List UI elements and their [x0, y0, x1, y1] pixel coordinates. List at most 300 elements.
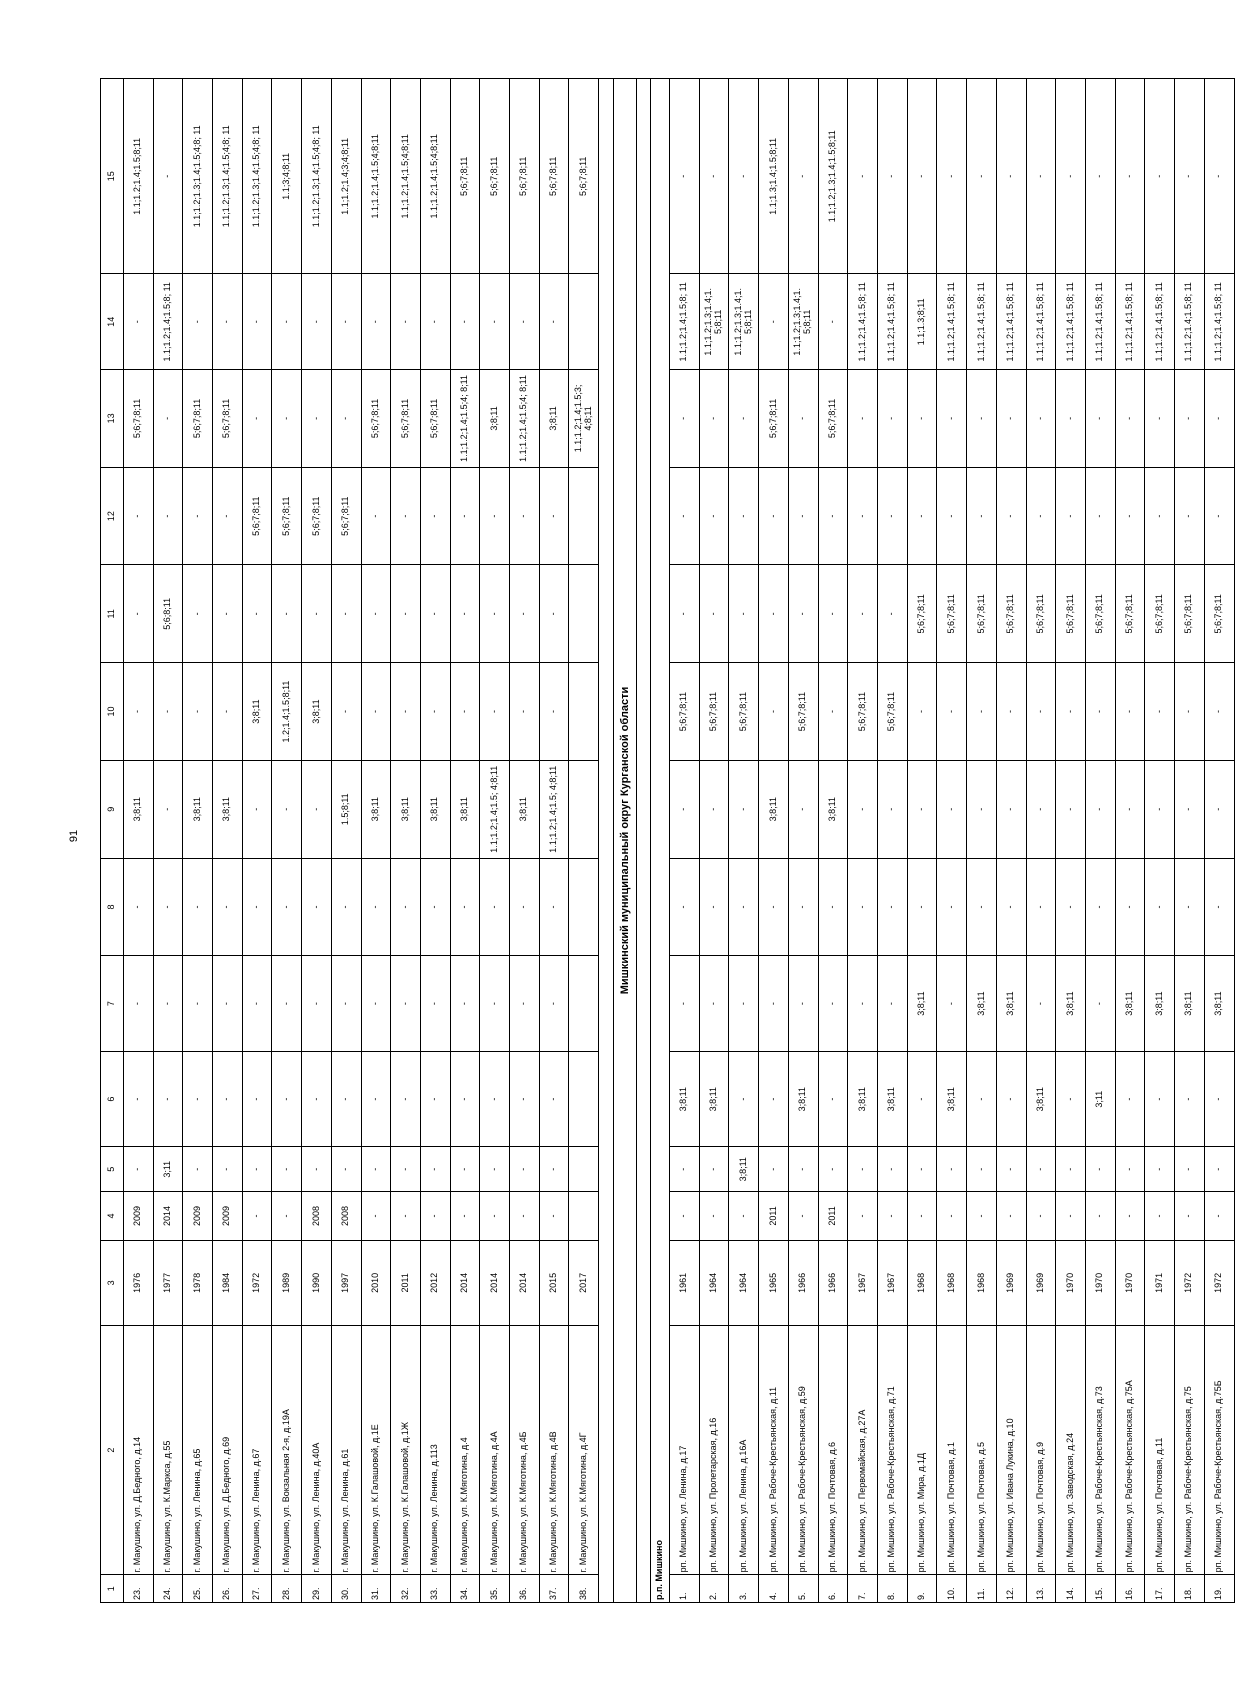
table-cell: 1971 — [1145, 1240, 1175, 1325]
section-title: Мишкинский муниципальный округ Курганской области — [613, 79, 636, 1603]
table-cell: 15. — [1085, 1575, 1115, 1603]
table-cell: 1.1;1.2;1.4;1.5;8; 11 — [1175, 274, 1205, 370]
table-cell: 1.1;1.2;1.4;1.5;4;8;11 — [420, 79, 450, 274]
table-cell: - — [123, 858, 153, 956]
table-cell — [569, 858, 599, 956]
table-cell: 1989 — [272, 1240, 302, 1325]
table-cell: - — [539, 1051, 569, 1147]
table-cell: - — [907, 467, 937, 565]
table-cell: 3;11 — [153, 1147, 183, 1192]
table-cell: - — [420, 565, 450, 663]
table-cell: - — [480, 1192, 510, 1241]
table-cell: 31. — [361, 1575, 391, 1603]
table-row — [331, 79, 361, 1603]
table-area — [100, 78, 1235, 1603]
table-cell: - — [759, 274, 789, 370]
address-cell: г. Макушино, ул. К.Мяготина, д.4Г — [569, 1325, 599, 1575]
table-cell: 1.1;1.2;1.3;1.4;1. 5;8;11 — [699, 274, 729, 370]
table-cell: 3;8;11 — [878, 1051, 908, 1147]
table-cell: - — [331, 1051, 361, 1147]
table-cell: 8. — [878, 1575, 908, 1603]
table-cell: 3;8;11 — [480, 370, 510, 468]
table-cell: 5;6;7;8;11 — [1145, 565, 1175, 663]
table-cell: - — [331, 663, 361, 761]
table-cell: 5;6;7;8;11 — [878, 663, 908, 761]
table-cell: 1.1;1.2;1.4;1.5;8;11 — [123, 79, 153, 274]
table-cell: - — [391, 565, 421, 663]
table-cell: - — [937, 467, 967, 565]
table-cell: 1.1;1.2;1.4;1.5;8; 11 — [996, 274, 1026, 370]
table-row — [967, 79, 997, 1603]
table-cell: - — [788, 565, 818, 663]
table-cell: 1977 — [153, 1240, 183, 1325]
table-cell: - — [1145, 1147, 1175, 1192]
table-cell: - — [996, 760, 1026, 858]
table-cell: - — [153, 79, 183, 274]
table-cell: - — [123, 565, 153, 663]
table-cell: - — [1056, 467, 1086, 565]
table-cell: 5;6;7;8;11 — [183, 370, 213, 468]
table-cell: - — [996, 858, 1026, 956]
table-cell: - — [1115, 79, 1145, 274]
address-cell: г. Макушино, ул. Ленина, д.40А — [302, 1325, 332, 1575]
address-cell: рп. Мишкино, ул. Рабоче-Крестьянская, д.11 — [759, 1325, 789, 1575]
table-cell: - — [1085, 663, 1115, 761]
table-cell: - — [967, 370, 997, 468]
table-cell: - — [1056, 1192, 1086, 1241]
table-cell: 33. — [420, 1575, 450, 1603]
table-cell: - — [759, 956, 789, 1052]
table-cell: - — [272, 565, 302, 663]
table-row — [391, 79, 421, 1603]
table-cell: 2009 — [213, 1192, 243, 1241]
table-cell: - — [331, 565, 361, 663]
table-cell: - — [818, 565, 848, 663]
header-cell: 4 — [101, 1192, 124, 1241]
table-cell: - — [878, 1147, 908, 1192]
table-cell: 1.1;1.2;1.4;1.5;8; 11 — [937, 274, 967, 370]
table-cell: 2017 — [569, 1240, 599, 1325]
table-cell: 1.1;1.2;1.4;1.5; 4;8;11 — [480, 760, 510, 858]
table-cell: - — [361, 1192, 391, 1241]
table-cell: 2010 — [361, 1240, 391, 1325]
table-cell: 23. — [123, 1575, 153, 1603]
table-cell: - — [183, 565, 213, 663]
table-cell: - — [848, 1147, 878, 1192]
table-cell: - — [1115, 858, 1145, 956]
table-cell: 2008 — [331, 1192, 361, 1241]
table-cell: 2014 — [153, 1192, 183, 1241]
table-cell: - — [788, 467, 818, 565]
table-cell: - — [996, 1147, 1026, 1192]
table-cell: - — [1056, 1051, 1086, 1147]
table-cell: - — [670, 760, 700, 858]
table-cell: - — [1056, 858, 1086, 956]
table-cell: - — [1145, 1192, 1175, 1241]
table-cell: - — [729, 79, 759, 274]
table-cell: 12. — [996, 1575, 1026, 1603]
table-cell: - — [272, 956, 302, 1052]
table-cell: - — [302, 760, 332, 858]
table-cell: - — [967, 79, 997, 274]
table-cell: 5;6;7;8;11 — [699, 663, 729, 761]
table-cell: - — [729, 858, 759, 956]
table-cell: - — [480, 663, 510, 761]
table-row — [1026, 79, 1056, 1603]
table-cell: 3;8;11 — [539, 370, 569, 468]
table-cell: - — [302, 274, 332, 370]
table-row — [1056, 79, 1086, 1603]
table-cell: - — [699, 760, 729, 858]
address-cell: рп. Мишкино, ул. Ленина, д.17 — [670, 1325, 700, 1575]
table-cell: - — [331, 274, 361, 370]
table-cell: - — [242, 1051, 272, 1147]
table-cell: - — [302, 956, 332, 1052]
table-cell: - — [539, 1192, 569, 1241]
table-cell: - — [1204, 858, 1234, 956]
table-row — [729, 79, 759, 1603]
table-cell: - — [272, 1051, 302, 1147]
table-cell: - — [242, 760, 272, 858]
table-cell: - — [510, 565, 540, 663]
table-cell: 1968 — [967, 1240, 997, 1325]
table-cell: - — [1085, 760, 1115, 858]
table-cell: - — [480, 467, 510, 565]
table-cell: 3;8;11 — [818, 760, 848, 858]
table-cell: - — [420, 1051, 450, 1147]
address-cell: рп. Мишкино, ул. Почтовая, д.9 — [1026, 1325, 1056, 1575]
table-row — [1115, 79, 1145, 1603]
table-cell: 36. — [510, 1575, 540, 1603]
table-cell: - — [420, 1147, 450, 1192]
table-cell: 6. — [818, 1575, 848, 1603]
address-cell: рп. Мишкино, ул. Почтовая, д.1 — [937, 1325, 967, 1575]
table-cell: 3;8;11 — [907, 956, 937, 1052]
table-cell: - — [153, 663, 183, 761]
table-cell: - — [480, 565, 510, 663]
table-cell: - — [1204, 79, 1234, 274]
table-cell: - — [420, 467, 450, 565]
address-cell: рп. Мишкино, ул. Рабоче-Крестьянская, д.75Б — [1204, 1325, 1234, 1575]
table-cell — [569, 565, 599, 663]
table-cell: 3;8;11 — [213, 760, 243, 858]
table-row — [759, 79, 789, 1603]
table-cell: - — [1175, 467, 1205, 565]
table-cell: 3;8;11 — [670, 1051, 700, 1147]
table-cell: 3;8;11 — [759, 760, 789, 858]
table-cell — [569, 1051, 599, 1147]
table-cell: - — [450, 1192, 480, 1241]
table-cell: - — [996, 370, 1026, 468]
header-cell: 9 — [101, 760, 124, 858]
table-cell: - — [1204, 760, 1234, 858]
table-cell: - — [391, 663, 421, 761]
table-cell: - — [1056, 370, 1086, 468]
table-cell: - — [818, 956, 848, 1052]
table-row — [1204, 79, 1234, 1603]
table-cell: - — [420, 956, 450, 1052]
table-cell: 1.1;1.2;1.4;1.5;4; 8;11 — [510, 370, 540, 468]
table-cell: - — [907, 663, 937, 761]
table-cell: - — [391, 1051, 421, 1147]
table-cell: - — [420, 858, 450, 956]
table-cell: 3;8;11 — [450, 760, 480, 858]
table-cell: 1966 — [788, 1240, 818, 1325]
table-cell: - — [1115, 1192, 1145, 1241]
table-cell: - — [1085, 1192, 1115, 1241]
address-cell: рп. Мишкино, ул. Рабоче-Крестьянская, д.75 — [1175, 1325, 1205, 1575]
table-cell: - — [699, 858, 729, 956]
table-cell: 3;8;11 — [1115, 956, 1145, 1052]
table-cell: 2009 — [183, 1192, 213, 1241]
header-cell: 6 — [101, 1051, 124, 1147]
table-cell: - — [1175, 760, 1205, 858]
address-cell: г. Макушино, ул. К.Мяготина, д.4Б — [510, 1325, 540, 1575]
table-cell: - — [1056, 79, 1086, 274]
table-row — [213, 79, 243, 1603]
table-cell: 3;11 — [1085, 1051, 1115, 1147]
table-cell: - — [361, 274, 391, 370]
table-row — [420, 79, 450, 1603]
table-cell: - — [1026, 663, 1056, 761]
table-cell: 4. — [759, 1575, 789, 1603]
table-cell: 5;6;7;8;11 — [1085, 565, 1115, 663]
table-cell: - — [1026, 79, 1056, 274]
table-cell: 27. — [242, 1575, 272, 1603]
address-cell: рп. Мишкино, ул. Почтовая, д.6 — [818, 1325, 848, 1575]
table-cell: - — [818, 1147, 848, 1192]
table-row — [878, 79, 908, 1603]
table-cell: - — [878, 760, 908, 858]
table-cell: - — [361, 467, 391, 565]
table-cell: 3;8;11 — [937, 1051, 967, 1147]
table-cell: - — [967, 760, 997, 858]
address-cell: г. Макушино, ул. Ленина, д.65 — [183, 1325, 213, 1575]
table-cell: - — [539, 274, 569, 370]
table-cell: - — [937, 956, 967, 1052]
table-cell: - — [1115, 467, 1145, 565]
table-cell: - — [967, 1051, 997, 1147]
table-cell: 5;6;7;8;11 — [967, 565, 997, 663]
table-cell: - — [361, 858, 391, 956]
table-cell: 1990 — [302, 1240, 332, 1325]
table-cell: - — [1085, 370, 1115, 468]
table-cell: - — [1145, 79, 1175, 274]
table-cell: - — [788, 760, 818, 858]
table-cell — [569, 956, 599, 1052]
table-cell: 3;8;11 — [1145, 956, 1175, 1052]
table-row — [183, 79, 213, 1603]
housing-register-table — [100, 78, 1235, 1603]
table-cell: 1.1;1.2;1.4;1.5;8; 11 — [967, 274, 997, 370]
table-cell: - — [539, 467, 569, 565]
table-cell — [569, 1147, 599, 1192]
table-cell: 1.1;1.2;1.3;1.4;1.5;4;8; 11 — [302, 79, 332, 274]
table-cell: 1972 — [242, 1240, 272, 1325]
table-cell: 5;6;7;8;11 — [1115, 565, 1145, 663]
table-cell: - — [213, 1147, 243, 1192]
table-cell: 1.1;1.2;1.3;1.4;1.5;4;8; 11 — [242, 79, 272, 274]
table-cell: - — [967, 467, 997, 565]
table-cell: - — [670, 1147, 700, 1192]
table-cell: 1.1;1.2;1.4;1.5;4; 8;11 — [450, 370, 480, 468]
table-cell: - — [123, 663, 153, 761]
table-cell: 2008 — [302, 1192, 332, 1241]
table-cell: - — [450, 956, 480, 1052]
table-cell: 34. — [450, 1575, 480, 1603]
table-cell: 5;6;7;8;11 — [1175, 565, 1205, 663]
table-row — [123, 79, 153, 1603]
table-cell: - — [272, 1147, 302, 1192]
table-cell: - — [242, 1147, 272, 1192]
table-cell: - — [153, 1051, 183, 1147]
table-cell: 1967 — [878, 1240, 908, 1325]
table-cell: - — [1175, 1147, 1205, 1192]
table-cell: - — [788, 858, 818, 956]
table-cell: - — [302, 565, 332, 663]
table-cell: - — [450, 663, 480, 761]
table-cell: 5;6;7;8;11 — [569, 79, 599, 274]
table-cell: - — [848, 565, 878, 663]
table-cell: 5;6;7;8;11 — [996, 565, 1026, 663]
table-cell: - — [907, 760, 937, 858]
table-cell: - — [759, 1147, 789, 1192]
table-cell: 3;8;11 — [996, 956, 1026, 1052]
table-cell: 30. — [331, 1575, 361, 1603]
header-cell: 14 — [101, 274, 124, 370]
table-cell: 1966 — [818, 1240, 848, 1325]
table-row — [361, 79, 391, 1603]
address-cell: рп. Мишкино, ул. Рабоче-Крестьянская, д.73 — [1085, 1325, 1115, 1575]
header-cell: 12 — [101, 467, 124, 565]
table-cell: - — [183, 467, 213, 565]
table-cell: 5;6;7;8;11 — [907, 565, 937, 663]
table-cell: - — [1026, 467, 1056, 565]
table-row — [818, 79, 848, 1603]
table-cell: - — [1145, 760, 1175, 858]
address-cell: рп. Мишкино, ул. Ленина, д.16А — [729, 1325, 759, 1575]
table-cell: - — [242, 274, 272, 370]
table-cell: 3;8;11 — [1175, 956, 1205, 1052]
table-cell: - — [907, 1147, 937, 1192]
table-row — [699, 79, 729, 1603]
table-cell: - — [907, 858, 937, 956]
table-cell: 19. — [1204, 1575, 1234, 1603]
address-cell: рп. Мишкино, ул. Первомайская, д.27А — [848, 1325, 878, 1575]
table-cell: 17. — [1145, 1575, 1175, 1603]
table-cell: - — [1056, 663, 1086, 761]
address-cell: г. Макушино, ул. К.Галашовой, д.1Ж — [391, 1325, 421, 1575]
table-cell: - — [937, 1192, 967, 1241]
table-cell: - — [242, 370, 272, 468]
table-cell: 3;8;11 — [848, 1051, 878, 1147]
table-cell: 7. — [848, 1575, 878, 1603]
address-cell: г. Макушино, ул. К.Мяготина, д.4В — [539, 1325, 569, 1575]
table-cell: - — [1145, 858, 1175, 956]
table-cell: - — [420, 274, 450, 370]
table-cell: 1961 — [670, 1240, 700, 1325]
table-cell: - — [183, 858, 213, 956]
table-cell: - — [183, 956, 213, 1052]
table-cell: - — [937, 1147, 967, 1192]
table-cell: - — [848, 79, 878, 274]
table-cell: 1967 — [848, 1240, 878, 1325]
table-cell: - — [213, 663, 243, 761]
table-cell: - — [272, 274, 302, 370]
table-cell: - — [1085, 956, 1115, 1052]
table-cell: 5;6;8;11 — [153, 565, 183, 663]
table-cell: - — [1026, 760, 1056, 858]
table-cell: - — [1026, 858, 1056, 956]
table-row — [937, 79, 967, 1603]
table-cell: - — [510, 1051, 540, 1147]
table-cell: - — [123, 956, 153, 1052]
table-cell: - — [539, 858, 569, 956]
table-cell: - — [153, 858, 183, 956]
table-cell: - — [848, 956, 878, 1052]
table-cell: - — [1145, 663, 1175, 761]
table-cell — [569, 760, 599, 858]
table-cell: - — [670, 467, 700, 565]
table-cell: 3;8;11 — [729, 1147, 759, 1192]
table-cell: - — [848, 760, 878, 858]
table-cell: 1.1;1.2;1.4;1.5;8; 11 — [878, 274, 908, 370]
table-cell: - — [183, 274, 213, 370]
table-cell: - — [1145, 370, 1175, 468]
table-cell: - — [759, 858, 789, 956]
table-cell: 5;6;7;8;11 — [331, 467, 361, 565]
table-cell: - — [996, 663, 1026, 761]
table-cell: - — [670, 79, 700, 274]
table-cell: - — [1115, 760, 1145, 858]
table-cell: - — [1026, 1192, 1056, 1241]
table-cell: 26. — [213, 1575, 243, 1603]
address-cell: рп. Мишкино, ул. Заводская, д.24 — [1056, 1325, 1086, 1575]
table-cell: - — [391, 956, 421, 1052]
table-cell: - — [123, 467, 153, 565]
table-cell: - — [1204, 467, 1234, 565]
table-cell: 1.1;1.2;1.4;1.5;8; 11 — [848, 274, 878, 370]
table-cell: 1.2;1.4;1.5;8;11 — [272, 663, 302, 761]
address-cell: рп. Мишкино, ул. Пролетарская, д.16 — [699, 1325, 729, 1575]
table-cell: - — [1204, 1192, 1234, 1241]
table-cell: - — [480, 1147, 510, 1192]
table-cell: 35. — [480, 1575, 510, 1603]
table-cell: - — [1204, 370, 1234, 468]
table-cell: - — [699, 79, 729, 274]
table-cell: 14. — [1056, 1575, 1086, 1603]
table-row — [788, 79, 818, 1603]
table-cell: - — [213, 956, 243, 1052]
table-cell: - — [480, 1051, 510, 1147]
table-cell: - — [480, 274, 510, 370]
table-cell: 1.1;1.3;1.4;1.5;8;11 — [759, 79, 789, 274]
table-cell: 25. — [183, 1575, 213, 1603]
table-cell: 1.1;1.2;1.3;1.4;1.5;4;8; 11 — [213, 79, 243, 274]
table-cell: 16. — [1115, 1575, 1145, 1603]
table-cell: - — [302, 1051, 332, 1147]
table-cell: 1964 — [729, 1240, 759, 1325]
table-cell: - — [539, 1147, 569, 1192]
table-cell: 28. — [272, 1575, 302, 1603]
subsection-title-row — [651, 79, 670, 1603]
address-cell: рп. Мишкино, ул. Рабоче-Крестьянская, д.59 — [788, 1325, 818, 1575]
address-cell: г. Макушино, ул. Д.Бедного, д.69 — [213, 1325, 243, 1575]
table-cell: - — [1175, 663, 1205, 761]
table-cell: - — [878, 956, 908, 1052]
table-cell: - — [967, 1147, 997, 1192]
table-cell: 1.1;1.2;1.3;1.4;1.5;8;11 — [818, 79, 848, 274]
